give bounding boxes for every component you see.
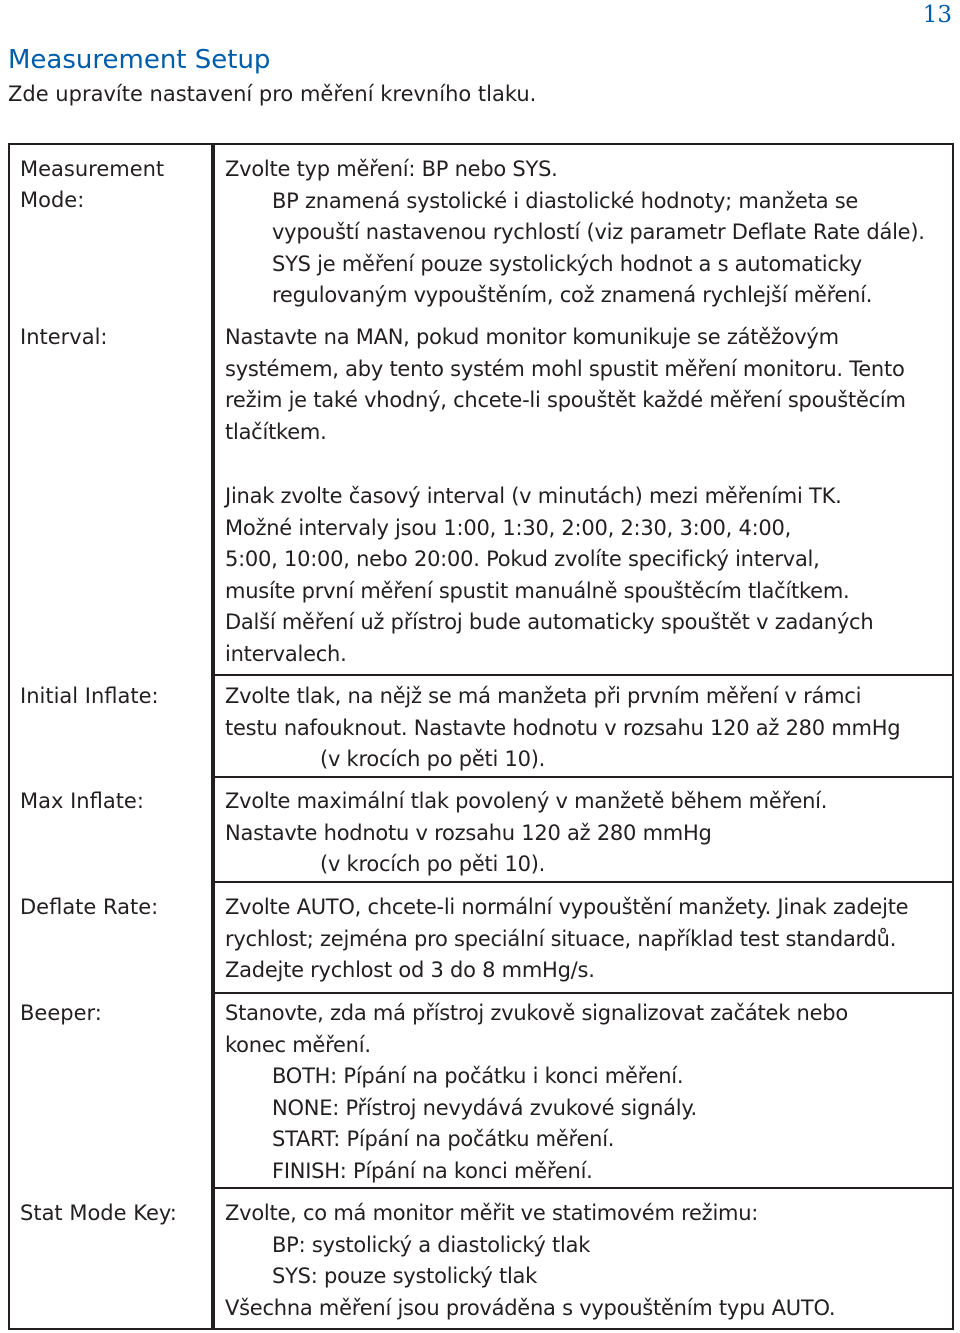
- label-beeper: Beeper:: [20, 1001, 102, 1025]
- measurement-mode-description: Zvolte typ měření: BP nebo SYS. BP znamená systolické i diastolické hodnoty; manžeta se vypouští nastavenou rychlostí (viz parametr Deflate Rate dále). SYS je měření pouze systolických hodnot a s automaticky regulovaným vypouštěním, což znamená rychlejší měření.: [225, 157, 925, 307]
- label-initial-inflate: Initial Inflate:: [20, 684, 159, 708]
- interval-description-continued: Jinak zvolte časový interval (v minutách) mezi měřeními TK. Možné intervaly jsou 1:00, 1:30, 2:00, 2:30, 3:00, 4:00, 5:00, 10:00, nebo 20:00. Pokud zvolíte specifický interval, musíte první měření spustit manuálně spouštěcím tlačítkem. Další měření už přístroj bude automaticky spouštět v zadaných intervalech.: [225, 484, 874, 666]
- section-subtitle: Zde upravíte nastavení pro měření krevního tlaku.: [8, 82, 537, 106]
- beeper-option-start: START: Pípání na počátku měření.: [272, 1127, 615, 1151]
- interval-description: Nastavte na MAN, pokud monitor komunikuje se zátěžovým systémem, aby tento systém mohl spustit měření monitoru. Tento režim je také vhodný, chcete-li spouštět každé měření spouštěcím tlačítkem.: [225, 325, 906, 444]
- stat-option-sys: SYS: pouze systolický tlak: [272, 1264, 538, 1288]
- beeper-option-none: NONE: Přístroj nevydává zvukové signály.: [272, 1095, 697, 1120]
- label-interval: Interval:: [20, 325, 108, 349]
- initial-inflate-description: Zvolte tlak, na nějž se má manžeta při prvním měření v rámci testu nafouknout. Nastavte hodnotu v rozsahu 120 až 280 mmHg (v krocích po pěti 10).: [225, 684, 901, 771]
- beeper-description: Stanovte, zda má přístroj zvukově signalizovat začátek nebo konec měření. BOTH: Pípání na počátku i konci měření. NONE: Přístroj nevydává zvukové signály. START: Pípání na počátku měření. FINISH: Pípání na konci měření.: [225, 998, 848, 1187]
- stat-option-bp: BP: systolický a diastolický tlak: [272, 1232, 591, 1257]
- section-title: Measurement Setup: [8, 45, 271, 75]
- label-measurement-mode: Measurement Mode:: [20, 157, 165, 212]
- max-inflate-description: Zvolte maximální tlak povolený v manžetě během měření. Nastavte hodnotu v rozsahu 120 až 280 mmHg (v krocích po pěti 10).: [225, 789, 828, 876]
- stat-mode-footer: Všechna měření jsou prováděna s vypouštěním typu AUTO.: [225, 1295, 836, 1320]
- page-number: 13: [922, 2, 952, 28]
- label-deflate-rate: Deflate Rate:: [20, 895, 159, 919]
- label-stat-mode-key: Stat Mode Key:: [20, 1201, 177, 1225]
- beeper-option-both: BOTH: Pípání na počátku i konci měření.: [272, 1064, 684, 1088]
- deflate-rate-description: Zvolte AUTO, chcete-li normální vypouštění manžety. Jinak zadejte rychlost; zejména pro speciální situace, například test standardů. Zadejte rychlost od 3 do 8 mmHg/s.: [225, 895, 909, 982]
- label-max-inflate: Max Inflate:: [20, 789, 144, 813]
- beeper-option-finish: FINISH: Pípání na konci měření.: [272, 1158, 593, 1183]
- stat-mode-key-description: Zvolte, co má monitor měřit ve statimovém režimu: BP: systolický a diastolický tlak SYS: pouze systolický tlak Všechna měření jsou prováděna s vypouštěním typu AUTO.: [225, 1198, 835, 1324]
